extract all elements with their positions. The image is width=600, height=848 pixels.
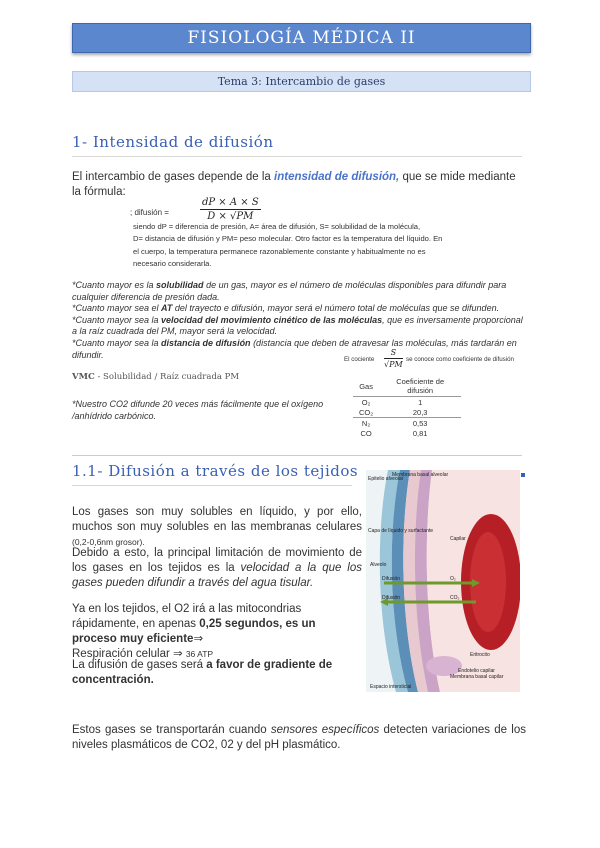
diffusion-coefficient-table xyxy=(353,376,461,438)
table-row: CO 0,81 xyxy=(360,428,428,438)
table-row: CO₂ 20,3 xyxy=(353,407,461,418)
label-co2: CO₂ xyxy=(450,595,460,601)
label-alveolo: Alveolo xyxy=(370,562,387,568)
label-eritrocito: Eritrocito xyxy=(470,652,490,658)
label-membrana: Membrana basal alveolar xyxy=(392,472,449,478)
paragraph-limitation: Debido a esto, la principal limitación de movimiento de los gases en los tejidos es la velocidad a la que los gases pueden difundir a través del agua tisular. xyxy=(72,547,362,589)
label-epitelio: Epitelio alveolar xyxy=(368,476,404,482)
formula-legend: siendo dP = diferencia de presión, A= área de difusión, S= solubilidad de la molécula, D= distancia de difusión y PM= peso molecular. Otro factor es la temperatura del líquido. En el cuerpo, la temperatura permanece razonablemente constante y habitualmente no es necesario considerarla. xyxy=(133,222,443,269)
paragraph-sensors: Estos gases se transportarán cuando sensores específicos detecten variaciones de los niveles plasmáticos de CO2, 02 y del pH plasmático. xyxy=(72,724,526,751)
coefficient-fraction: $\frac{S}{√PM}$ xyxy=(384,348,403,369)
figure-marker xyxy=(521,473,525,477)
label-o2: O₂ xyxy=(450,576,456,582)
table-row: N₂ 0,53 xyxy=(361,418,428,428)
formula-fraction: $\frac{dP \times A \times S}{D \times √PM}$ xyxy=(202,197,259,222)
solubility-notes xyxy=(72,280,526,361)
table-header: Gas xyxy=(353,376,379,397)
table-header: Coeficiente de difusión xyxy=(379,376,461,397)
label-capa: Capa de líquido y surfactante xyxy=(368,528,434,534)
paragraph-gradient: La difusión de gases será a favor de gradiente de concentración. xyxy=(72,659,333,686)
heading-divider xyxy=(72,156,522,157)
note-item: *Cuanto mayor sea la distancia de difusión (distancia que deben de atravesar las moléculas, más tardarán en difundir. xyxy=(72,337,517,360)
label-capilar: Capilar xyxy=(450,536,466,542)
heading-divider xyxy=(72,485,352,486)
section-heading-intensidad: 1- Intensidad de difusión xyxy=(72,133,274,151)
co2-note: *Nuestro CO2 difunde 20 veces más fácilmente que el oxígeno /anhídrido carbónico. xyxy=(72,399,324,421)
label-difusion-o2: Difusión xyxy=(382,576,401,582)
paragraph-mitochondria: Ya en los tejidos, el O2 irá a las mitocondrias rápidamente, en apenas 0,25 segundos, es un proceso muy eficiente⇒ Respiración celular ⇒ 36 ATP xyxy=(72,603,316,660)
document-title-banner: FISIOLOGÍA MÉDICA II xyxy=(72,23,531,53)
paragraph-solubility: Los gases son muy solubles en líquido, y por ello, muchos son muy solubles en las membranas celulares (0,2-0,6nm grosor). xyxy=(72,506,362,547)
coefficient-definition: El cociente $\frac{S}{√PM}$ se conoce como coeficiente de difusión xyxy=(344,348,515,369)
section-divider xyxy=(72,455,522,456)
section-heading-tejidos: 1.1- Difusión a través de los tejidos xyxy=(72,462,359,480)
diffusion-formula: ; difusión = $\frac{dP \times A \times S}{D \times √PM}$ xyxy=(130,197,259,222)
label-endotelio: Endotelio capilar xyxy=(458,668,495,674)
vmc-line: VMC - Solubilidad / Raíz cuadrada PM xyxy=(72,372,240,382)
note-item: *Cuanto mayor sea el AT del trayecto e difusión, mayor será el número total de moléculas que se difunden. xyxy=(72,303,500,314)
label-espacio: Espacio intersticial xyxy=(370,684,412,690)
note-item: *Cuanto mayor es la solubilidad de un gas, mayor es el número de moléculas disponibles para difundir para cualquier diferencia de presión dada. xyxy=(72,280,507,302)
diffusion-illustration xyxy=(366,470,520,692)
table-row: O₂ 1 xyxy=(361,397,423,407)
alveolar-capillary-figure xyxy=(366,470,520,692)
topic-subtitle-bar: Tema 3: Intercambio de gases xyxy=(72,71,531,92)
intensidad-highlight: intensidad de difusión, xyxy=(274,171,400,183)
note-item: *Cuanto mayor sea la velocidad del movimiento cinético de las moléculas, que es inversamente proporcional a la raíz cuadrada del PM, mayor será la velocidad. xyxy=(72,314,523,337)
label-membrana-capilar: Membrana basal capilar xyxy=(450,674,504,680)
intro-paragraph: El intercambio de gases depende de la intensidad de difusión, que se mide mediante la fórmula: xyxy=(72,171,516,198)
label-difusion-co2: Difusión xyxy=(382,595,401,601)
